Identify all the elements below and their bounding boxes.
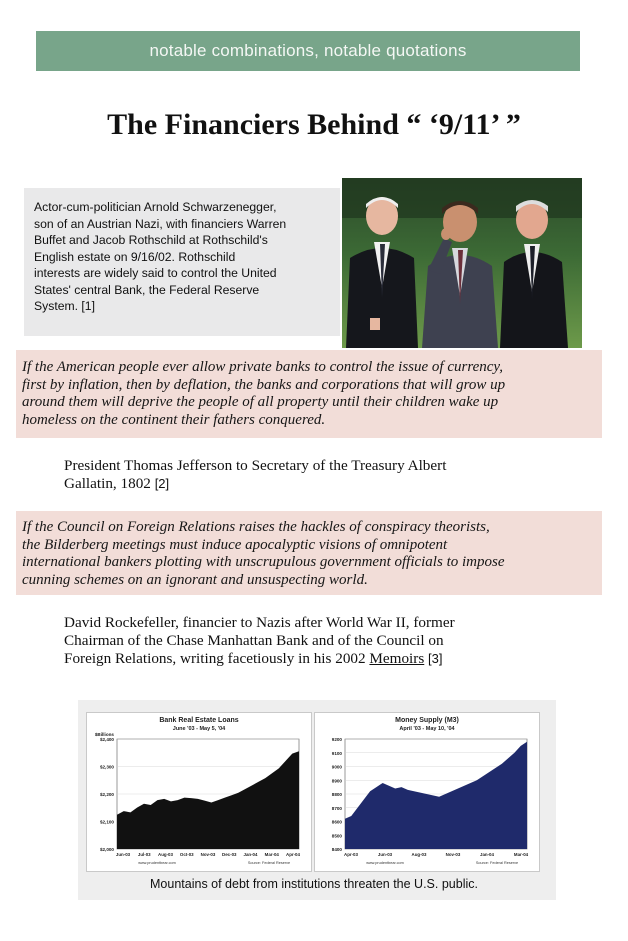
quote-line: cunning schemes on an ignorant and unsuspecting world. <box>22 571 368 588</box>
quote-line: first by inflation, then by deflation, the banks and corporations that will grow up <box>22 376 506 393</box>
y-tick-label: 8500 <box>331 833 342 839</box>
attribution-rockefeller <box>64 614 604 668</box>
x-tick-label: Jan-04 <box>243 852 258 857</box>
attribution-line: Chairman of the Chase Manhattan Bank and of the Council on <box>64 632 444 649</box>
y-tick-label: 8700 <box>331 805 342 811</box>
attribution-line: Gallatin, 1802 <box>64 475 151 492</box>
source-left: www.prudentbear.com <box>366 861 404 865</box>
banner-text: notable combinations, notable quotations <box>149 41 467 60</box>
chart-svg <box>87 713 311 871</box>
y-tick-label: $2,000 <box>99 847 114 852</box>
x-tick-label: Aug-03 <box>158 852 173 857</box>
y-tick-label: 9200 <box>331 737 342 742</box>
x-tick-label: Jun-03 <box>377 852 393 857</box>
quote-line: the Bilderberg meetings must induce apocalyptic visions of omnipotent <box>22 536 448 553</box>
attribution-jefferson <box>64 457 584 493</box>
caption-line: States' central Bank, the Federal Reserve <box>34 282 260 297</box>
charts-caption: Mountains of debt from institutions threaten the U.S. public. <box>150 877 478 891</box>
y-tick-label: $2,400 <box>99 737 114 742</box>
chart-bank-real-estate-loans <box>86 712 312 872</box>
y-tick-label: 8900 <box>331 778 342 784</box>
y-tick-label: 8400 <box>331 847 342 852</box>
page-title: The Financiers Behind “ ‘9/11’ ” <box>107 108 521 141</box>
x-tick-label: Jul-03 <box>137 852 151 857</box>
chart-title-block <box>315 717 539 733</box>
attribution-line: David Rockefeller, financier to Nazis after World War II, former <box>64 614 455 631</box>
chart-subtitle: June '03 - May 5, '04 <box>172 726 226 732</box>
quote-line: If the Council on Foreign Relations raises the hackles of conspiracy theorists, <box>22 519 490 535</box>
reference-marker: [3] <box>428 651 443 666</box>
attribution-line: President Thomas Jefferson to Secretary of the Treasury Albert <box>64 457 447 474</box>
section-banner <box>36 31 580 71</box>
caption-line: Buffet and Jacob Rothschild at Rothschild's <box>34 233 268 247</box>
x-tick-label: Aug-03 <box>411 852 427 857</box>
x-tick-label: Dec-03 <box>222 852 237 857</box>
chart-title: Bank Real Estate Loans <box>159 717 239 724</box>
y-tick-label: 9100 <box>331 750 342 756</box>
x-tick-label: Oct-03 <box>179 852 194 857</box>
photo-illustration <box>342 178 582 348</box>
y-tick-label: $2,200 <box>99 792 114 797</box>
x-tick-label: Mar-04 <box>264 852 279 857</box>
photo-caption <box>34 199 334 315</box>
quote-line: around them will deprive the people of all property until their children wake up <box>22 394 499 410</box>
chart-subtitle: April '03 - May 10, '04 <box>399 726 455 732</box>
y-tick-label: $2,300 <box>99 764 114 770</box>
chart-title: Money Supply (M3) <box>395 717 459 724</box>
x-tick-label: Apr-03 <box>344 852 358 857</box>
caption-line: English estate on 9/16/02. Rothschild <box>34 249 236 264</box>
caption-line: interests are widely said to control the United <box>34 266 277 280</box>
caption-line: Actor-cum-politician Arnold Schwarzenegger, <box>34 200 277 214</box>
x-tick-label: Mar-04 <box>513 852 529 857</box>
x-tick-label: Jun-03 <box>115 852 131 857</box>
y-tick-label: 8800 <box>331 792 342 797</box>
y-tick-label: 8600 <box>331 819 342 825</box>
memoirs-link[interactable]: Memoirs <box>369 650 425 667</box>
y-axis-label: $Billions <box>94 732 114 737</box>
quote-line: homeless on the continent their fathers conquered. <box>22 411 326 428</box>
caption-line: System. [1] <box>34 299 95 313</box>
quote-rockefeller <box>22 519 602 589</box>
x-tick-label: Nov-03 <box>445 852 461 857</box>
quote-jefferson <box>22 359 602 429</box>
x-tick-label: Apr-04 <box>286 852 300 857</box>
y-tick-label: 9000 <box>331 764 342 770</box>
attribution-line: Foreign Relations, writing facetiously in his 2002 <box>64 650 366 667</box>
x-tick-label: Nov-03 <box>200 852 216 857</box>
quote-line: If the American people ever allow private banks to control the issue of currency, <box>22 359 504 375</box>
chart-money-supply-m3 <box>314 712 540 872</box>
quote-line: international bankers plotting with unscrupulous government officials to impose <box>22 554 505 570</box>
x-tick-label: Jan-04 <box>480 852 494 857</box>
chart-svg <box>315 713 539 871</box>
source-right: Source: Federal Reserve <box>475 861 519 865</box>
source-left: www.prudentbear.com <box>138 861 176 865</box>
photo <box>342 178 582 348</box>
chart-title-block <box>87 717 311 733</box>
source-right: Source: Federal Reserve <box>247 861 291 865</box>
reference-marker: [2] <box>154 476 170 491</box>
caption-line: son of an Austrian Nazi, with financiers Warren <box>34 216 287 231</box>
y-tick-label: $2,100 <box>99 819 114 825</box>
